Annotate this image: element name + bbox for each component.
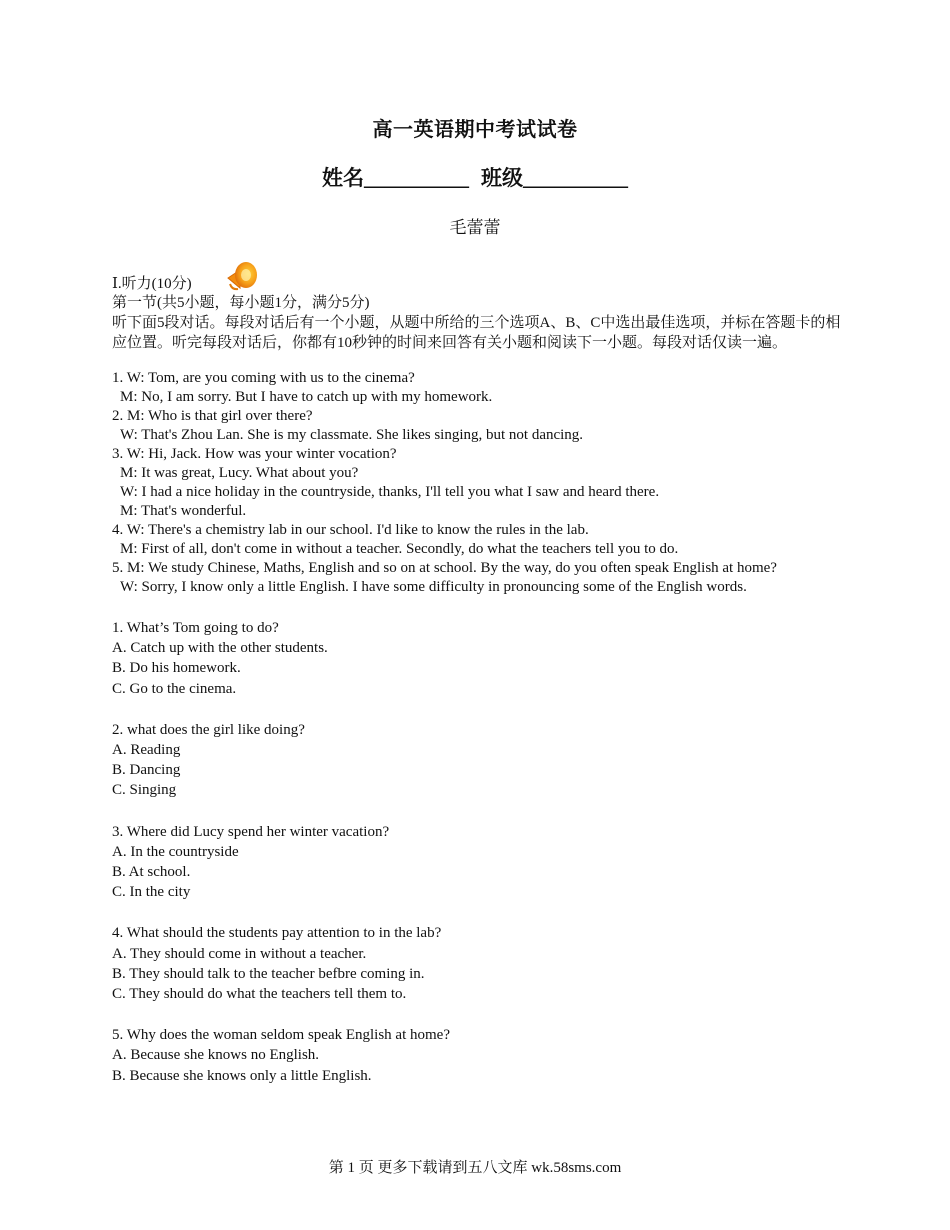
answer-option: A. Because she knows no English. [112, 1047, 320, 1064]
question-2 [112, 720, 842, 801]
dialog-line: 3. W: Hi, Jack. How was your winter vocation? [112, 446, 397, 462]
section-instructions: 听下面5段对话。每段对话后有一个小题，从题中所给的三个选项A、B、C中选出最佳选项，并标在答题卡的相应位置。听完每段对话后，你都有10秒钟的时间来回答有关小题和阅读下一小题。每段对话仅读一遍。 [112, 315, 841, 351]
dialog-line: M: It was great, Lucy. What about you? [120, 465, 359, 481]
dialog-line: W: I had a nice holiday in the countryside, thanks, I'll tell you what I saw and heard there. [120, 484, 660, 500]
answer-option: A. Catch up with the other students. [112, 640, 328, 657]
dialog-line: 5. M: We study Chinese, Maths, English and so on at school. By the way, do you often speak English at home? [112, 560, 777, 576]
dialog-line: 4. W: There's a chemistry lab in our school. I'd like to know the rules in the lab. [112, 522, 589, 538]
class-field-line: 班级__________ [481, 166, 628, 190]
answer-option: A. Reading [112, 742, 181, 759]
question-5 [112, 1025, 842, 1086]
answer-option: A. They should come in without a teacher. [112, 945, 367, 962]
answer-option: C. Singing [112, 782, 177, 799]
answer-option: B. Dancing [112, 762, 181, 779]
section-heading: Ⅰ.听力(10分) [112, 276, 192, 292]
answer-option: B. At school. [112, 864, 191, 881]
dialog-line: 2. M: Who is that girl over there? [112, 408, 313, 424]
question-text: 3. Where did Lucy spend her winter vacation? [112, 823, 390, 840]
name-class-row [0, 162, 950, 192]
author-name: 毛蕾蕾 [449, 218, 501, 237]
page-title: 高一英语期中考试试卷 [372, 119, 578, 141]
dialog-line: M: First of all, don't come in without a teacher. Secondly, do what the teachers tell you to do. [120, 541, 679, 557]
question-3 [112, 822, 842, 903]
dialog-line: M: No, I am sorry. But I have to catch up with my homework. [120, 389, 493, 405]
dialog-line: 1. W: Tom, are you coming with us to the cinema? [112, 370, 415, 386]
answer-option: C. They should do what the teachers tell them to. [112, 986, 407, 1003]
dialog-line: M: That's wonderful. [120, 503, 247, 519]
question-text: 5. Why does the woman seldom speak English at home? [112, 1027, 450, 1044]
dialog-line: W: Sorry, I know only a little English. I have some difficulty in pronouncing some of the English words. [120, 579, 747, 595]
exam-content [112, 275, 842, 1086]
dialog-line: W: That's Zhou Lan. She is my classmate. She likes singing, but not dancing. [120, 427, 584, 443]
section-heading-row [112, 275, 842, 294]
question-text: 4. What should the students pay attention to in the lab? [112, 925, 442, 942]
page-footer: 第 1 页 更多下载请到五八文库 wk.58sms.com [328, 1160, 622, 1176]
question-text: 1. What’s Tom going to do? [112, 620, 279, 636]
answer-option: A. In the countryside [112, 843, 239, 860]
answer-option: C. Go to the cinema. [112, 680, 237, 697]
answer-option: C. In the city [112, 884, 191, 901]
dialog-transcript [112, 369, 842, 597]
question-4 [112, 923, 842, 1004]
name-field-line: 姓名__________ [322, 166, 469, 190]
answer-option: B. Because she knows only a little English. [112, 1067, 372, 1084]
answer-option: B. Do his homework. [112, 660, 241, 677]
answer-option: B. They should talk to the teacher befbre coming in. [112, 965, 425, 982]
question-text: 2. what does the girl like doing? [112, 721, 305, 738]
question-1 [112, 618, 842, 699]
section-subheading: 第一节(共5小题，每小题1分，满分5分) [112, 295, 370, 311]
speaker-icon [224, 260, 260, 298]
